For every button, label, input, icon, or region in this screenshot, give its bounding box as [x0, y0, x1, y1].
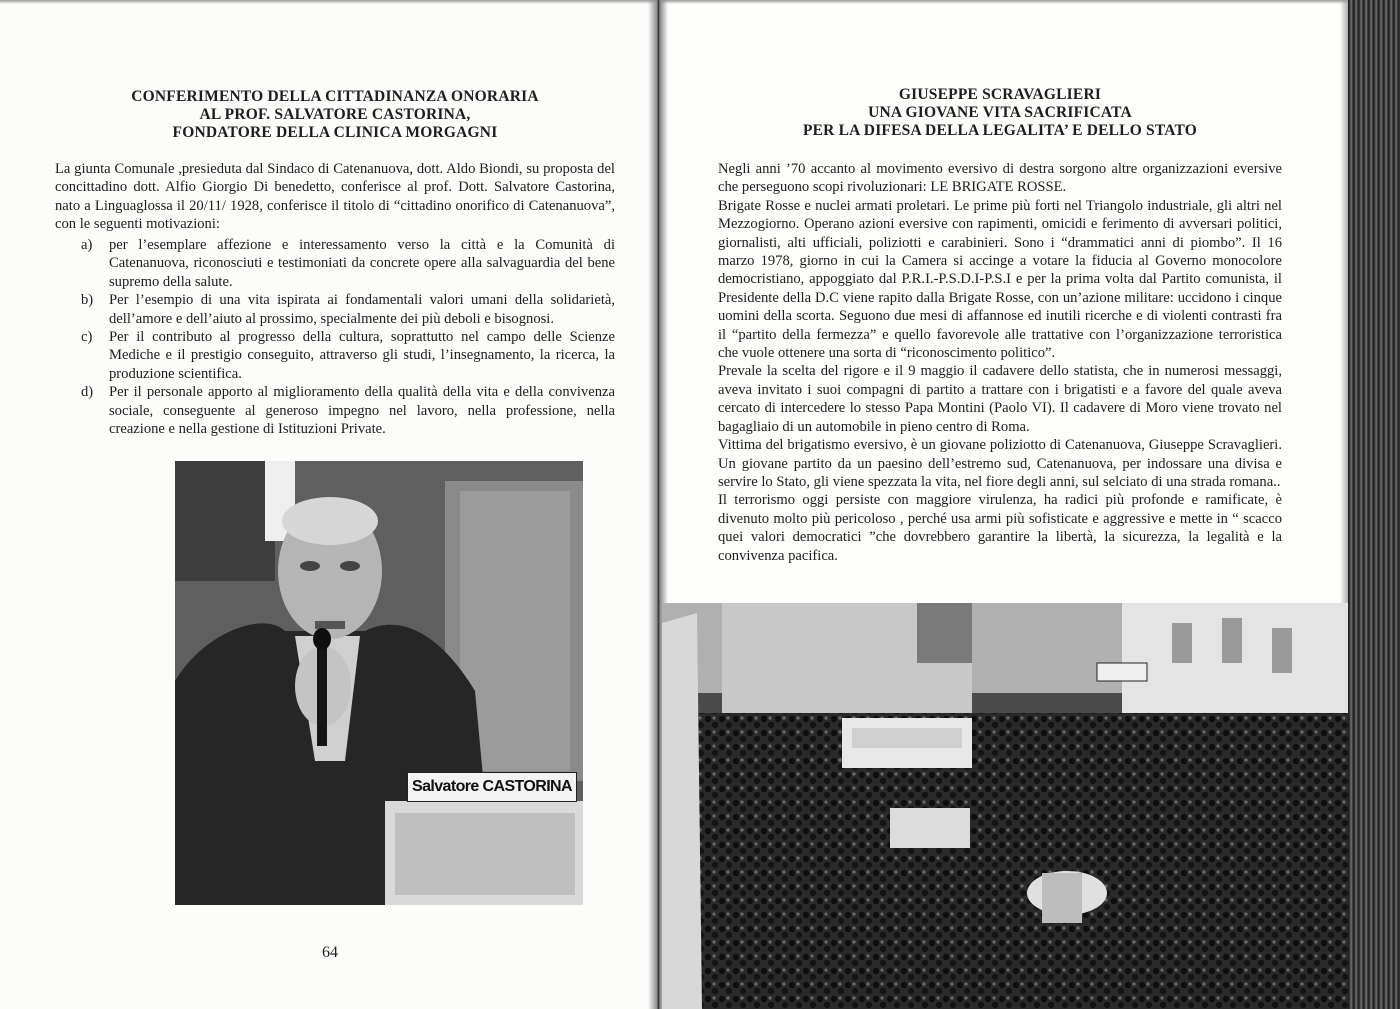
- motivation-item: [55, 383, 615, 438]
- article-paragraph: Vittima del brigatismo eversivo, è un giovane poliziotto di Catenanuova, Giuseppe Scravaglieri. Un giovane partito da un paesino dell’estremo sud, Catenanuova, per indossare una divisa e servire lo Stato, gli viene spezzata la vita, nel fiore degli anni, sul selciato di una strada romana..: [718, 437, 1282, 490]
- article-paragraph: Il terrorismo oggi persiste con maggiore virulenza, ha radici più profonde e ramificate, è divenuto molto più pericoloso , perché usa armi più sofisticate e aggressive e mette in “ scacco quei valori democratici ”che dovrebbero garantire la libertà, la sicurezza, la legalità e la convivenza pacifica.: [718, 492, 1282, 564]
- funeral-crowd-photo: [662, 603, 1348, 1009]
- right-page-title: [720, 86, 1280, 140]
- article-paragraph: Brigate Rosse e nuclei armati proletari. Le prime più forti nel Triangolo industriale, gli altri nel Mezzogiorno. Operano azioni eversive con rapimenti, omicidi e ferimento di avversari politici, giornalisti, alti ufficiali, poliziotti e carabinieri. Sono i “drammatici anni di piombo”. Il 16 marzo 1978, giorno in cui la Camera si accinge a votare la fiducia al Governo monocolore democristiano, appoggiato dal P.R.I.-P.S.D.I-P.S.I e per la prima volta dal Partito comunista, il Presidente della D.C viene rapito dalla Brigate Rosse, con un’azione militare: uccidono i cinque uomini della scorta. Seguono due mesi di affannose ed inutili ricerche e di violenti contrasti fra il “partito della fermezza” e quello favorevole alle trattative con l’organizzazione terroristica che vuole ottenere una sorta di “riconoscimento politico”.: [718, 197, 1282, 362]
- left-title-line-3: FONDATORE DELLA CLINICA MORGAGNI: [172, 124, 498, 141]
- castorina-photo: [175, 461, 583, 905]
- motivation-marker: a): [81, 237, 93, 253]
- left-title-line-1: CONFERIMENTO DELLA CITTADINANZA ONORARIA: [131, 88, 539, 105]
- article-paragraph: Negli anni ’70 accanto al movimento eversivo di destra sorgono altre organizzazioni eversive che perseguono scopi rivoluzionari: LE BRIGATE ROSSE.: [718, 161, 1282, 196]
- intro-text: La giunta Comunale ,presieduta dal Sindaco di Catenanuova, dott. Aldo Biondi, su proposta del concittadino dott. Alfio Giorgio Di benedetto, conferisce al prof. Dott. Salvatore Castorina, nato a Linguaglossa il 20/11/ 1928, conferisce il titolo di “cittadino onorifico di Catenanuova”, con le seguenti motivazioni:: [55, 161, 615, 233]
- right-title-line-2: UNA GIOVANE VITA SACRIFICATA: [868, 104, 1132, 121]
- left-intro-paragraph: [55, 160, 615, 234]
- motivation-item: [55, 291, 615, 328]
- motivations-list: [55, 236, 615, 438]
- article-paragraph: Prevale la scelta del rigore e il 9 maggio il cadavere dello statista, che in numerosi messaggi, aveva invitato i suoi compagni di partito a trattare con i brigatisti e a favore del quale aveva cercato di intercedere lo stesso Papa Montini (Paolo VI). Il cadavere di Moro viene trovato nel bagagliaio di un automobile in pieno centro di Roma.: [718, 363, 1282, 435]
- motivation-marker: b): [81, 292, 94, 309]
- motivation-text: per l’esemplare affezione e interessamento verso la città e la Comunità di Catenanuova, riconosciuti e testimoniati da concrete opere alla salvaguardia del bene supremo della salute.: [109, 237, 615, 290]
- left-title-line-2: AL PROF. SALVATORE CASTORINA,: [199, 106, 471, 123]
- motivation-item: [55, 328, 615, 383]
- motivation-marker: d): [81, 384, 94, 401]
- nameplate: Salvatore CASTORINA: [407, 772, 577, 802]
- motivation-text: Per il personale apporto al miglioramento della qualità della vita e della convivenza sociale, conseguente al generoso impegno nel lavoro, nella professione, nella creazione e nella gestione di Istituzioni Private.: [109, 384, 615, 438]
- top-edge-shadow: [0, 0, 1400, 4]
- motivation-text: Per l’esempio di una vita ispirata ai fondamentali valori umani della solidarietà, dell’amore e dell’aiuto al prossimo, specialmente dei più deboli e bisognosi.: [109, 292, 615, 327]
- motivation-marker: c): [81, 329, 93, 346]
- left-page-title: [70, 88, 600, 142]
- right-title-line-3: PER LA DIFESA DELLA LEGALITA’ E DELLO STATO: [802, 122, 1198, 139]
- motivation-item: [55, 236, 615, 291]
- motivation-text: Per il contributo al progresso della cultura, soprattutto nel campo delle Scienze Mediche e il prestigio conseguito, attraverso gli studi, l’insegnamento, la ricerca, la produzione scientifica.: [109, 329, 615, 382]
- right-article-text: [718, 160, 1282, 565]
- page-number: 64: [322, 944, 338, 961]
- castorina-photo-illustration: [175, 461, 583, 905]
- book-page-edges: [1348, 0, 1400, 1009]
- right-title-line-1: GIUSEPPE SCRAVAGLIERI: [898, 86, 1102, 103]
- funeral-crowd-illustration: [662, 603, 1348, 1009]
